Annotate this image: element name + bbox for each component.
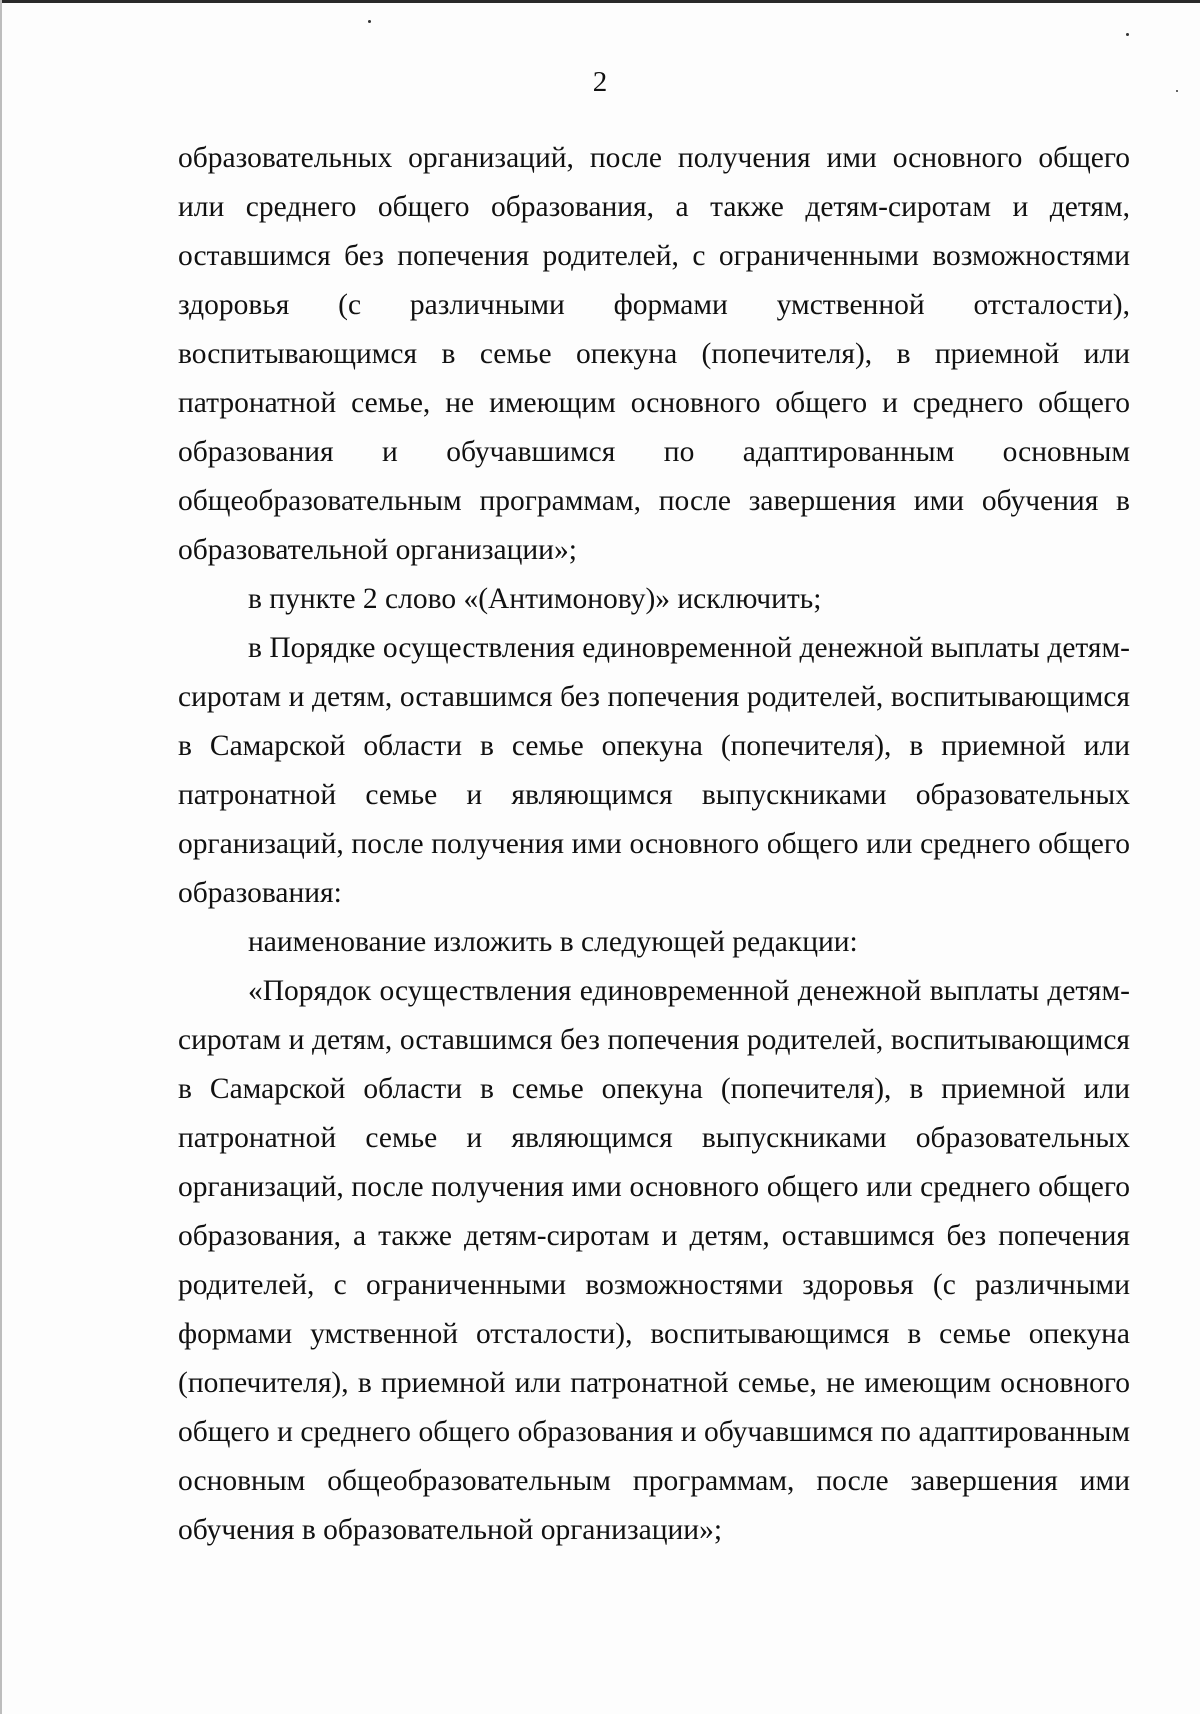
paragraph-order-intro: в Порядке осуществления единовременной денежной выплаты детям-сиротам и детям, оставшимся без попечения родителей, воспитывающимся в Самарской области в семье опекуна (попечителя), в приемной или патронатной семье и являющимся выпускниками образовательных организаций, после получения ими основного общего или среднего общего образования: — [178, 632, 1130, 909]
page-number: 2 — [592, 66, 608, 98]
paragraph-new-name: «Порядок осуществления единовременной денежной выплаты детям-сиротам и детям, оставшимся без попечения родителей, воспитывающимся в Самарской области в семье опекуна (попечителя), в приемной или патронатной семье и являющимся выпускниками образовательных организаций, после получения ими основного общего или среднего общего образования, а также детям-сиротам и детям, оставшимся без попечения родителей, с ограниченными возможностями здоровья (с различными формами умственной отсталости), воспитывающимся в семье опекуна (попечителя), в приемной или патронатной семье, не имеющим основного общего и среднего общего образования и обучавшимся по адаптированным основным общеобразовательным программам, после завершения ими обучения в образовательной организации»; — [178, 975, 1130, 1546]
paragraph-point-2: в пункте 2 слово «(Антимонову)» исключить; — [248, 583, 822, 615]
scan-top-edge — [0, 0, 1200, 3]
scan-speck — [1126, 33, 1129, 36]
document-body — [178, 134, 1130, 1555]
scan-speck — [368, 20, 371, 23]
scan-left-edge — [0, 0, 2, 1714]
paragraph-name-edit: наименование изложить в следующей редакции: — [248, 926, 858, 958]
paragraph-continuation: образовательных организаций, после получения ими основного общего или среднего общего образования, а также детям-сиротам и детям, оставшимся без попечения родителей, с ограниченными возможностями здоровья (с различными формами умственной отсталости), воспитывающимся в семье опекуна (попечителя), в приемной или патронатной семье, не имеющим основного общего и среднего общего образования и обучавшимся по адаптированным основным общеобразовательным программам, после завершения ими обучения в образовательной организации»; — [178, 142, 1130, 566]
